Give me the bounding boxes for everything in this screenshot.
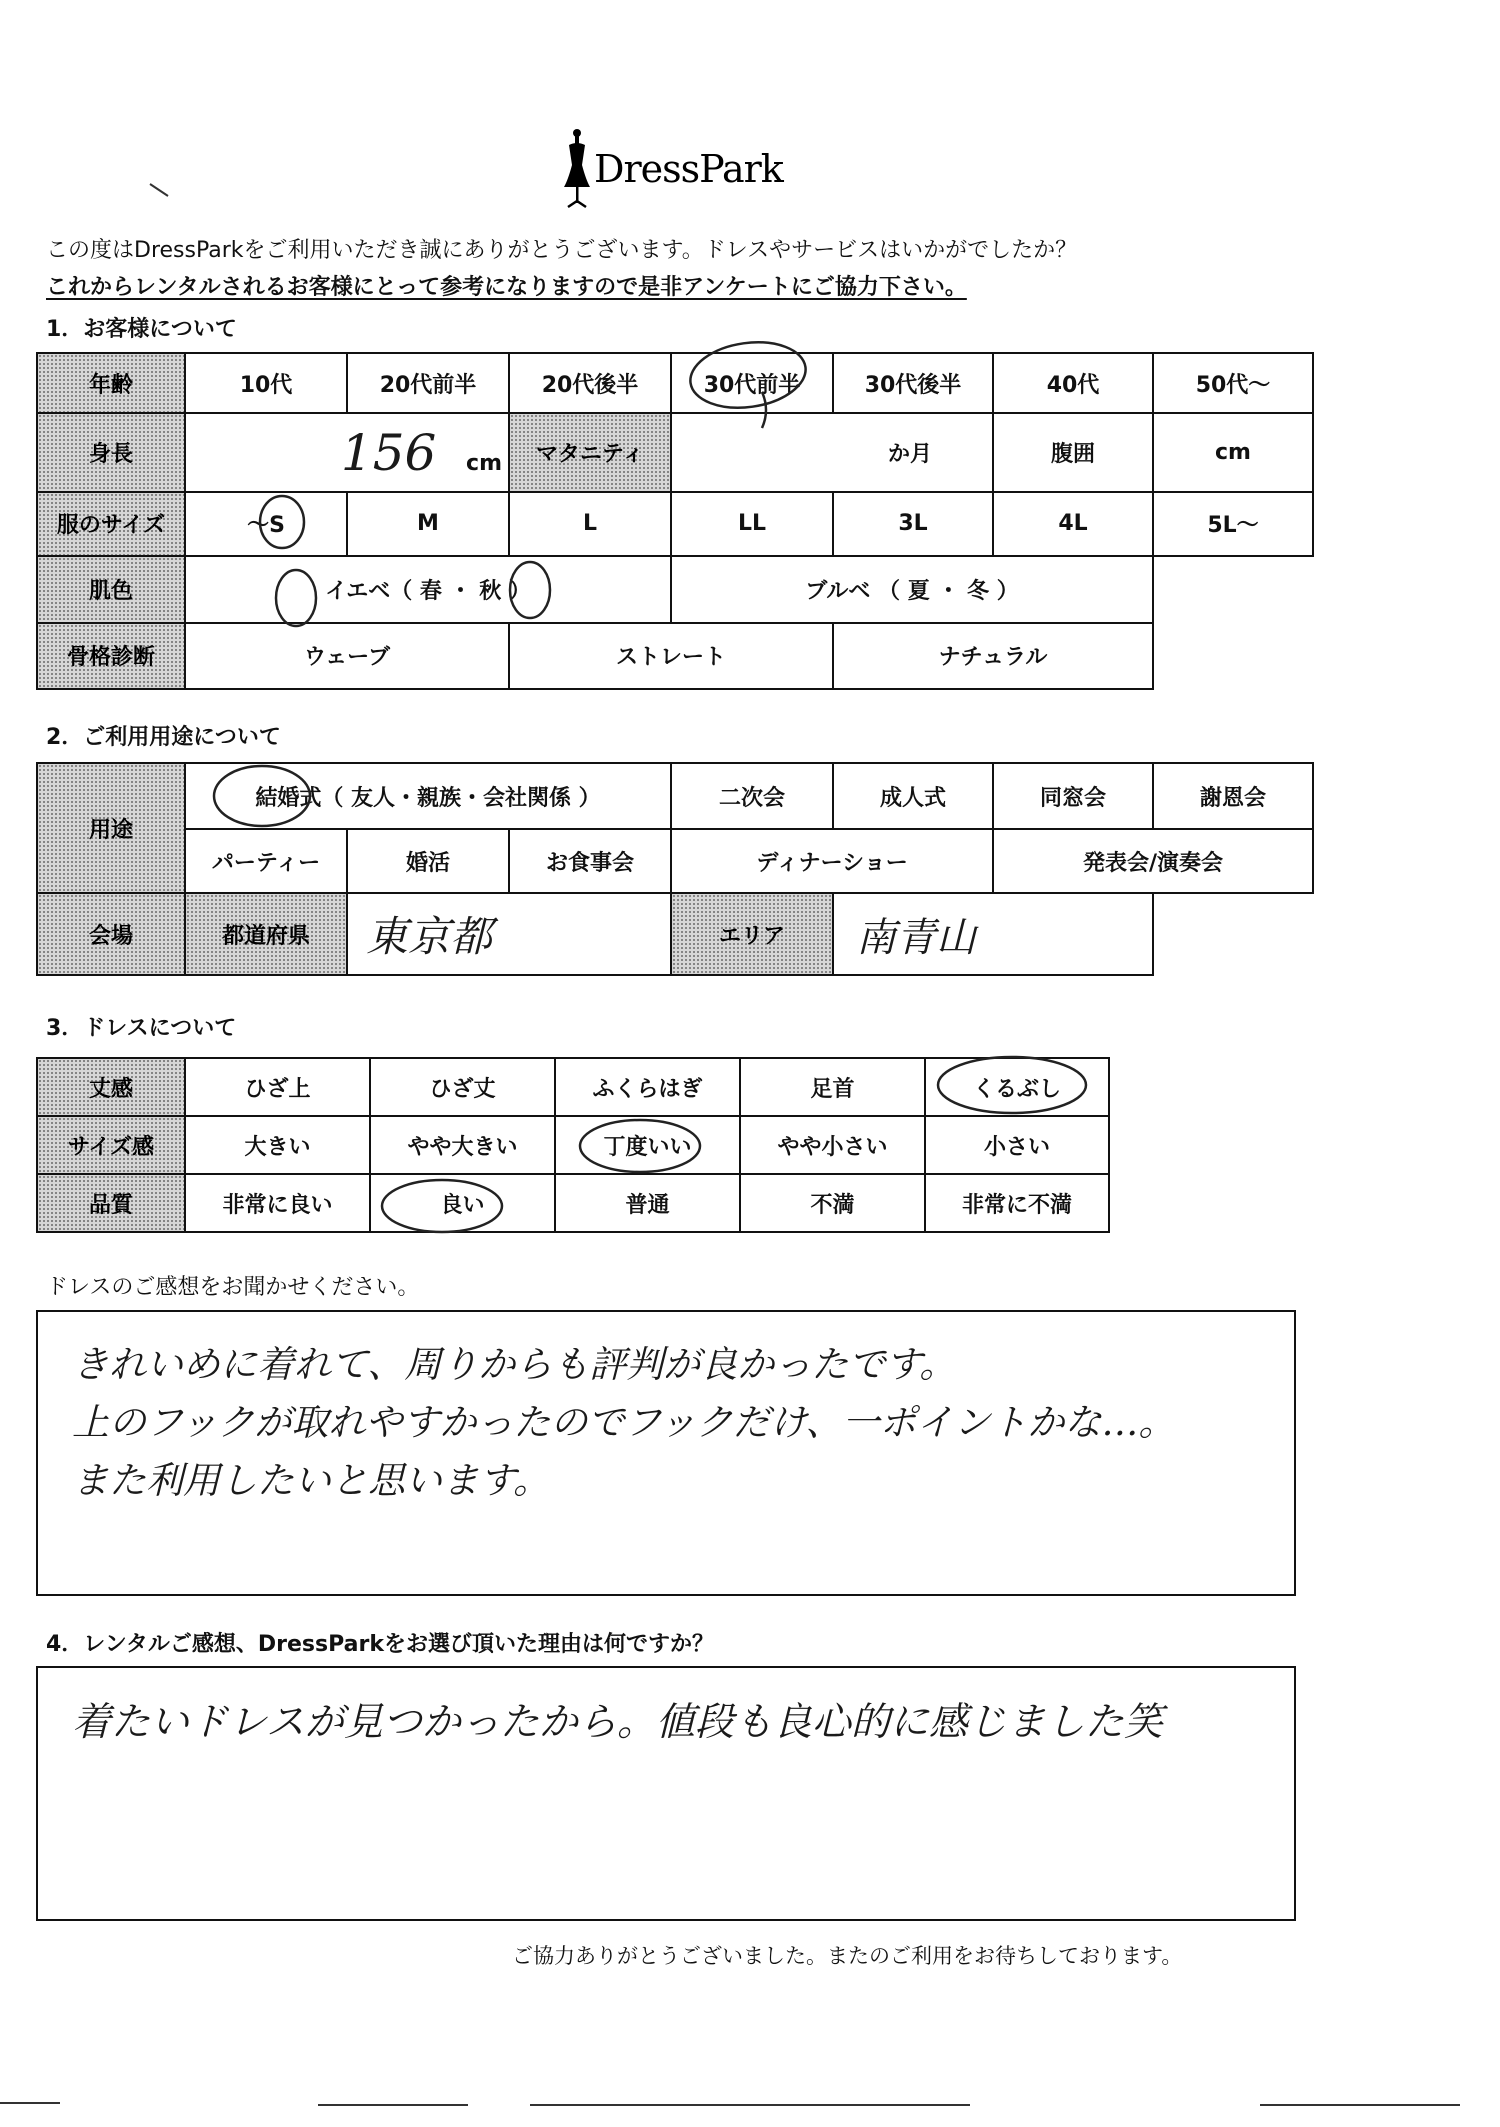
scan-edge-line: [0, 2102, 60, 2104]
bone-label: 骨格診断: [37, 623, 185, 689]
age-option[interactable]: 50代〜: [1153, 353, 1313, 413]
height-label: 身長: [37, 413, 185, 491]
scan-edge-line: [530, 2104, 970, 2106]
age-option[interactable]: 40代: [993, 353, 1153, 413]
skin-blue-option[interactable]: ブルベ （ 夏 ・ 冬 ）: [671, 556, 1153, 622]
size-option-selected[interactable]: 〜S: [185, 492, 347, 556]
selection-circle-mark: [686, 335, 810, 415]
usage-option[interactable]: 婚活: [347, 829, 509, 893]
usage-option[interactable]: 発表会/演奏会: [993, 829, 1313, 893]
usage-option[interactable]: 同窓会: [993, 763, 1153, 829]
intro-line-1: この度はDressParkをご利用いただき誠にありがとうございます。ドレスやサービスはいかがでしたか？: [46, 238, 1078, 263]
scan-edge-line: [1260, 2104, 1460, 2106]
age-option[interactable]: 30代後半: [833, 353, 993, 413]
usage-option[interactable]: ディナーショー: [671, 829, 993, 893]
size-option[interactable]: 4L: [993, 492, 1153, 556]
usage-option[interactable]: 成人式: [833, 763, 993, 829]
prefecture-label: 都道府県: [185, 893, 347, 975]
size-option[interactable]: 5L〜: [1153, 492, 1313, 556]
age-option[interactable]: 20代前半: [347, 353, 509, 413]
size-option[interactable]: LL: [671, 492, 833, 556]
length-option[interactable]: ひざ丈: [370, 1058, 555, 1116]
comment-line: また利用したいと思います。: [72, 1459, 551, 1502]
usage-option[interactable]: パーティー: [185, 829, 347, 893]
age-option-selected[interactable]: 30代前半: [671, 353, 833, 413]
skin-yellow-option[interactable]: イエベ（ 春 ・ 秋 ）: [185, 556, 671, 622]
fit-option-selected[interactable]: 丁度いい: [555, 1116, 740, 1174]
usage-option[interactable]: お食事会: [509, 829, 671, 893]
section-4-title: 4．レンタルご感想、DressParkをお選び頂いた理由は何ですか？: [46, 1632, 714, 1657]
waist-label: 腹囲: [993, 413, 1153, 491]
quality-option[interactable]: 非常に良い: [185, 1174, 370, 1232]
selection-circle-mark: [580, 1120, 700, 1172]
bone-option[interactable]: ストレート: [509, 623, 833, 689]
selection-circle-mark: [276, 570, 316, 626]
age-label: 年齢: [37, 353, 185, 413]
fit-option[interactable]: やや小さい: [740, 1116, 925, 1174]
selection-circle-mark: [510, 562, 550, 618]
height-unit: cm: [466, 450, 502, 476]
dress-comment-box[interactable]: [36, 1310, 1296, 1596]
selection-circle-mark: [382, 1180, 502, 1232]
length-label: 丈感: [37, 1058, 185, 1116]
prefecture-value: 東京都: [366, 912, 493, 961]
height-value: 156: [340, 423, 437, 482]
usage-label: 用途: [37, 763, 185, 893]
fit-label: サイズ感: [37, 1116, 185, 1174]
selection-circle-mark: [260, 496, 304, 548]
length-option[interactable]: ふくらはぎ: [555, 1058, 740, 1116]
fit-option[interactable]: 小さい: [925, 1116, 1109, 1174]
section-1-title: 1．お客様について: [46, 317, 237, 342]
length-option[interactable]: 足首: [740, 1058, 925, 1116]
usage-option[interactable]: 謝恩会: [1153, 763, 1313, 829]
quality-option[interactable]: 非常に不満: [925, 1174, 1109, 1232]
area-label: エリア: [671, 893, 833, 975]
length-option[interactable]: ひざ上: [185, 1058, 370, 1116]
area-value: 南青山: [856, 914, 977, 961]
section-3-title: 3．ドレスについて: [46, 1016, 237, 1041]
intro-line-2: これからレンタルされるお客様にとって参考になりますので是非アンケートにご協力下さい。: [46, 275, 967, 300]
venue-label: 会場: [37, 893, 185, 975]
size-option[interactable]: 3L: [833, 492, 993, 556]
age-option[interactable]: 10代: [185, 353, 347, 413]
size-option[interactable]: L: [509, 492, 671, 556]
comment-line: きれいめに着れて、周りからも評判が良かったです。: [72, 1343, 957, 1386]
fit-option[interactable]: やや大きい: [370, 1116, 555, 1174]
quality-label: 品質: [37, 1174, 185, 1232]
dress-comment-title: ドレスのご感想をお聞かせください。: [46, 1275, 420, 1300]
skin-label: 肌色: [37, 556, 185, 622]
usage-option[interactable]: 二次会: [671, 763, 833, 829]
bone-option[interactable]: ウェーブ: [185, 623, 509, 689]
pen-stroke-mark: [150, 184, 168, 196]
waist-unit: cm: [1215, 440, 1251, 466]
fit-option[interactable]: 大きい: [185, 1116, 370, 1174]
section-2-title: 2．ご利用用途について: [46, 725, 281, 750]
pen-stroke-mark: [762, 392, 766, 428]
footer-thanks: ご協力ありがとうございました。またのご利用をお待ちしております。: [512, 1944, 1183, 1968]
usage-option-wedding-selected[interactable]: 結婚式（ 友人・親族・会社関係 ）: [185, 763, 671, 829]
comment-line: 上のフックが取れやすかったのでフックだけ、一ポイントかな…。: [72, 1401, 1176, 1444]
brand-name: DressPark: [594, 147, 783, 191]
selection-circle-mark: [938, 1057, 1086, 1113]
length-option-selected[interactable]: くるぶし: [925, 1058, 1109, 1116]
maternity-label: マタニティ: [509, 413, 671, 491]
quality-option[interactable]: 不満: [740, 1174, 925, 1232]
reason-comment-box[interactable]: [36, 1666, 1296, 1921]
quality-option-selected[interactable]: 良い: [370, 1174, 555, 1232]
months-unit: か月: [887, 442, 932, 468]
comment-line: 着たいドレスが見つかったから。値段も良心的に感じました笑: [72, 1700, 1163, 1745]
size-option[interactable]: M: [347, 492, 509, 556]
quality-option[interactable]: 普通: [555, 1174, 740, 1232]
selection-circle-mark: [214, 766, 310, 826]
age-option[interactable]: 20代後半: [509, 353, 671, 413]
scan-edge-line: [318, 2104, 468, 2106]
bone-option[interactable]: ナチュラル: [833, 623, 1153, 689]
size-label: 服のサイズ: [37, 492, 185, 556]
